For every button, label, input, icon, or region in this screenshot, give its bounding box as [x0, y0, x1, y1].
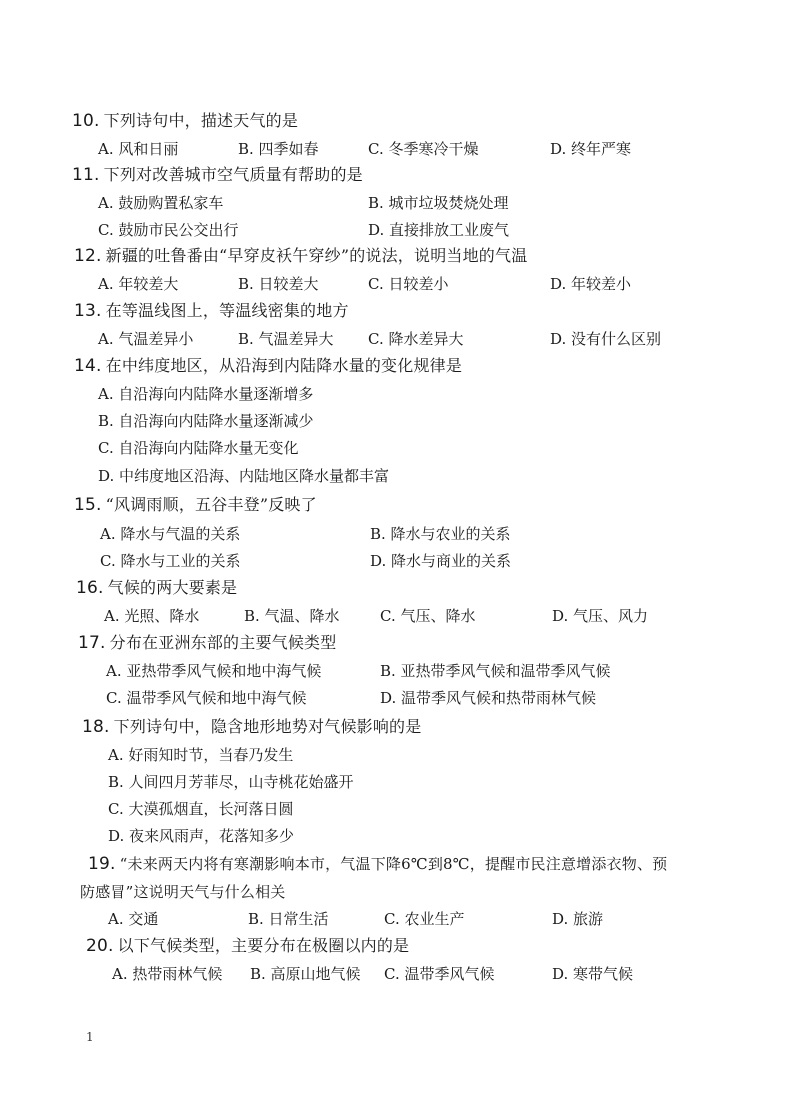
- question-19-option-d: D. 旅游: [552, 910, 604, 928]
- question-15-option-d: D. 降水与商业的关系: [370, 552, 512, 570]
- question-18-option-a: A. 好雨知时节，当春乃发生: [108, 746, 294, 764]
- question-13-option-b: B. 气温差异大: [238, 330, 334, 348]
- question-13-option-c: C. 降水差异大: [368, 330, 464, 348]
- question-text: 气候的两大要素是: [107, 578, 238, 597]
- question-19-option-c: C. 农业生产: [384, 910, 465, 928]
- question-10-option-d: D. 终年严寒: [550, 140, 632, 158]
- question-17-option-c: C. 温带季风气候和地中海气候: [106, 689, 307, 707]
- question-19-option-b: B. 日常生活: [248, 910, 329, 928]
- question-14-option-b: B. 自沿海向内陆降水量逐渐减少: [98, 412, 314, 430]
- question-text: 在中纬度地区，从沿海到内陆降水量的变化规律是: [105, 356, 463, 375]
- question-20-stem: [86, 935, 409, 957]
- question-text: “风调雨顺，五谷丰登”反映了: [105, 495, 317, 514]
- question-number: 19.: [88, 854, 116, 874]
- question-13-stem: [74, 300, 349, 322]
- question-10-option-a: A. 风和日丽: [98, 140, 179, 158]
- question-text: 在等温线图上，等温线密集的地方: [105, 301, 349, 320]
- question-16-option-c: C. 气压、降水: [380, 607, 476, 625]
- question-number: 20.: [86, 936, 114, 956]
- question-18-option-d: D. 夜来风雨声，花落知多少: [108, 827, 295, 845]
- question-20-option-c: C. 温带季风气候: [384, 965, 495, 983]
- question-13-option-a: A. 气温差异小: [98, 330, 194, 348]
- question-19-option-a: A. 交通: [108, 910, 159, 928]
- question-12-option-a: A. 年较差大: [98, 275, 179, 293]
- question-17-option-d: D. 温带季风气候和热带雨林气候: [380, 689, 597, 707]
- question-11-option-a: A. 鼓励购置私家车: [98, 194, 224, 212]
- question-11-option-c: C. 鼓励市民公交出行: [98, 221, 239, 239]
- question-number: 12.: [74, 246, 102, 266]
- question-15-option-b: B. 降水与农业的关系: [370, 525, 511, 543]
- question-15-stem: [74, 494, 317, 516]
- question-17-option-a: A. 亚热带季风气候和地中海气候: [106, 662, 322, 680]
- question-16-stem: [76, 577, 237, 599]
- question-12-option-d: D. 年较差小: [550, 275, 632, 293]
- question-15-option-c: C. 降水与工业的关系: [100, 552, 241, 570]
- question-12-option-c: C. 日较差小: [368, 275, 449, 293]
- question-20-option-a: A. 热带雨林气候: [112, 965, 223, 983]
- question-11-option-b: B. 城市垃圾焚烧处理: [368, 194, 509, 212]
- question-number: 14.: [74, 356, 102, 376]
- question-14-option-a: A. 自沿海向内陆降水量逐渐增多: [98, 385, 314, 403]
- question-11-stem: [72, 164, 363, 186]
- question-18-option-c: C. 大漠孤烟直，长河落日圆: [108, 800, 294, 818]
- question-10-option-c: C. 冬季寒冷干燥: [368, 140, 479, 158]
- question-12-option-b: B. 日较差大: [238, 275, 319, 293]
- question-16-option-d: D. 气压、风力: [552, 607, 649, 625]
- question-number: 17.: [78, 633, 106, 653]
- question-14-stem: [74, 355, 462, 377]
- question-20-option-d: D. 寒带气候: [552, 965, 634, 983]
- question-number: 18.: [82, 717, 110, 737]
- question-number: 13.: [74, 301, 102, 321]
- question-16-option-b: B. 气温、降水: [244, 607, 340, 625]
- question-19-stem-line2: 防感冒”这说明天气与什么相关: [80, 883, 286, 901]
- question-number: 15.: [74, 495, 102, 515]
- question-text: 下列诗句中，隐含地形地势对气候影响的是: [113, 717, 422, 736]
- question-19-stem: [88, 853, 667, 875]
- question-text: 下列诗句中，描述天气的是: [103, 111, 299, 130]
- question-10-option-b: B. 四季如春: [238, 140, 319, 158]
- question-number: 10.: [72, 111, 100, 131]
- question-text: “未来两天内将有寒潮影响本市，气温下降6℃到8℃，提醒市民注意增添衣物、预: [119, 855, 668, 873]
- question-20-option-b: B. 高原山地气候: [250, 965, 361, 983]
- question-17-option-b: B. 亚热带季风气候和温带季风气候: [380, 662, 611, 680]
- question-number: 16.: [76, 578, 104, 598]
- question-18-stem: [82, 716, 421, 738]
- question-11-option-d: D. 直接排放工业废气: [368, 221, 510, 239]
- question-text: 以下气候类型，主要分布在极圈以内的是: [117, 936, 410, 955]
- question-15-option-a: A. 降水与气温的关系: [100, 525, 241, 543]
- question-10-stem: [72, 110, 298, 132]
- question-number: 11.: [72, 165, 100, 185]
- question-17-stem: [78, 632, 336, 654]
- question-14-option-c: C. 自沿海向内陆降水量无变化: [98, 439, 299, 457]
- question-16-option-a: A. 光照、降水: [104, 607, 200, 625]
- question-18-option-b: B. 人间四月芳菲尽，山寺桃花始盛开: [108, 773, 354, 791]
- question-13-option-d: D. 没有什么区别: [550, 330, 662, 348]
- question-text: 分布在亚洲东部的主要气候类型: [109, 633, 337, 652]
- question-12-stem: [74, 245, 527, 267]
- question-14-option-d: D. 中纬度地区沿海、内陆地区降水量都丰富: [98, 467, 390, 485]
- question-text: 新疆的吐鲁番由“早穿皮袄午穿纱”的说法，说明当地的气温: [105, 246, 528, 265]
- question-text: 下列对改善城市空气质量有帮助的是: [103, 165, 363, 184]
- footer-mark: 1: [86, 1030, 94, 1044]
